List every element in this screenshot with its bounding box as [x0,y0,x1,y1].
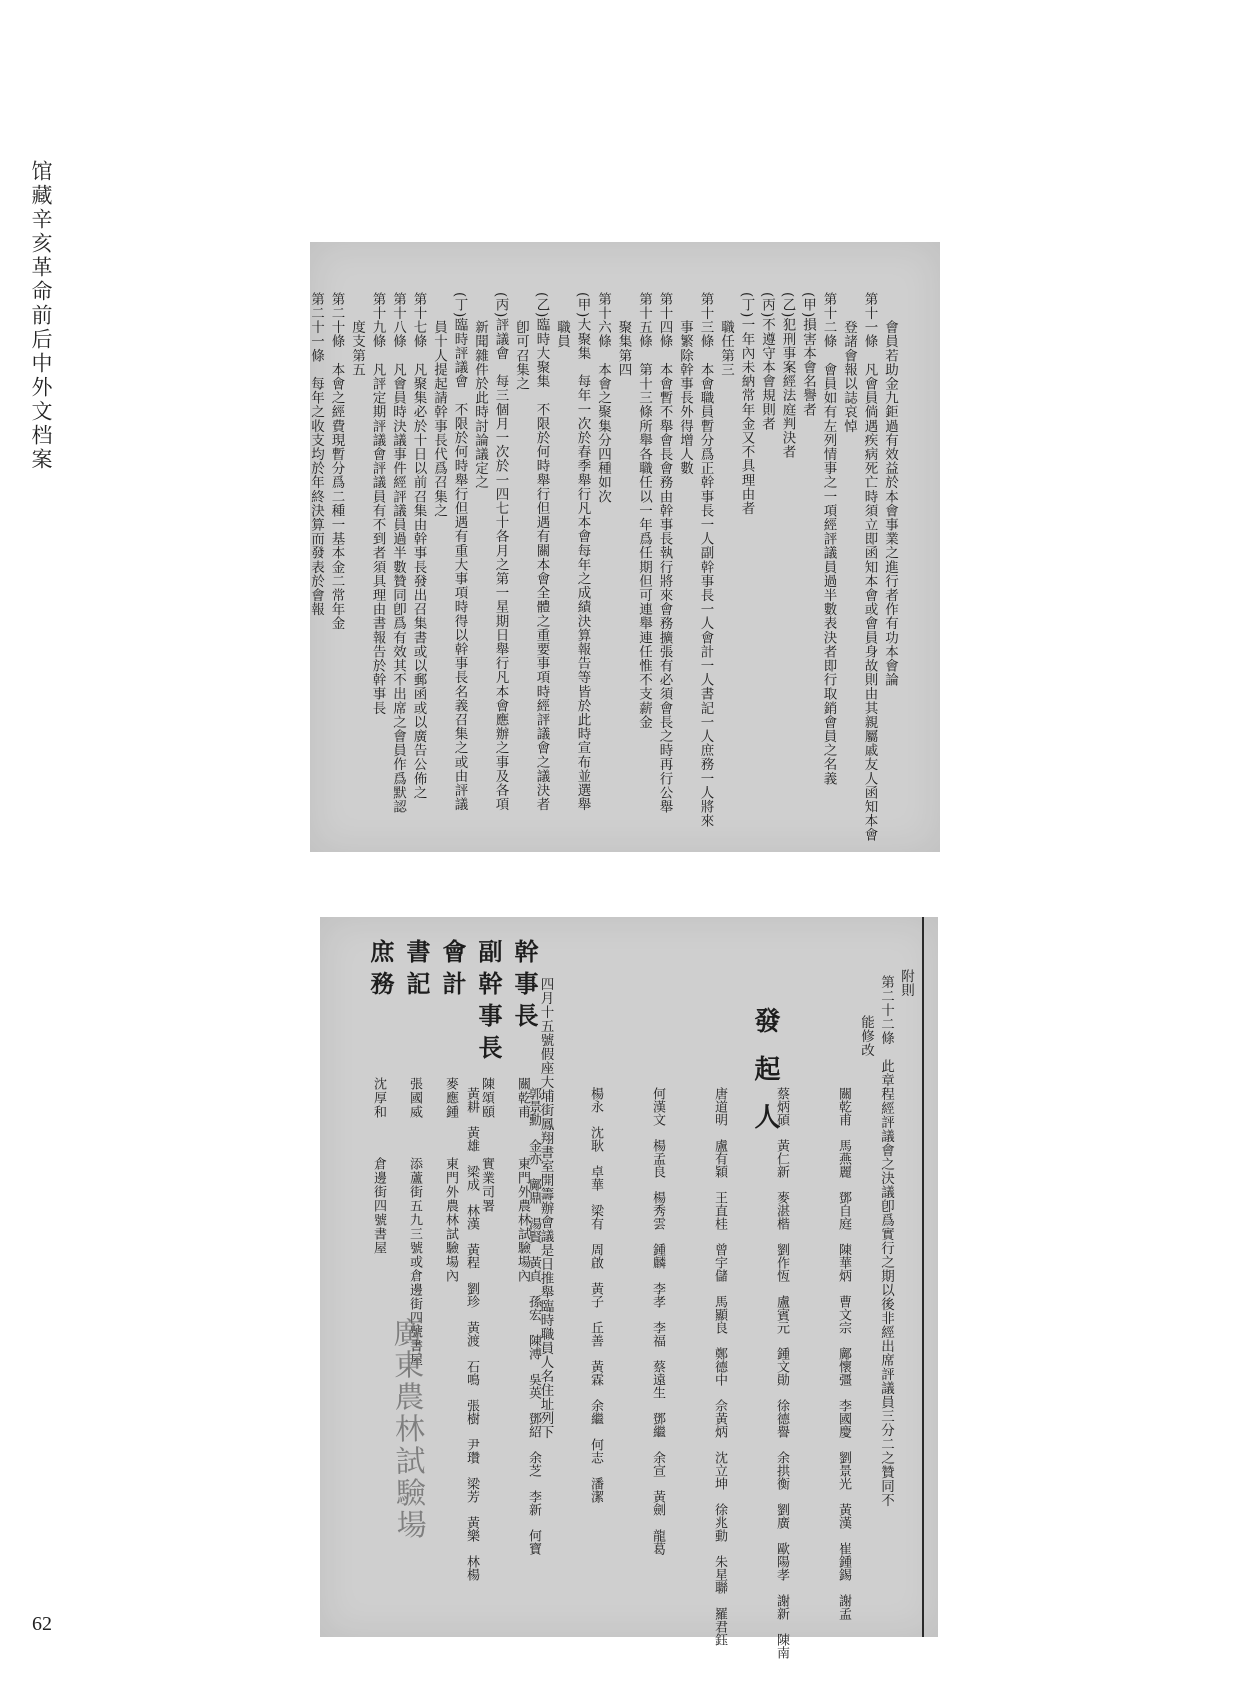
officer-address: 實業司署 [479,1157,494,1213]
article-column: (乙)犯刑事案經法庭判決者 [779,292,796,459]
article-column: 第十七條 凡聚集必於十日以前召集由幹事長發出召集書或以郵函或以廣告公佈之 [410,292,427,800]
article-column: 第二十一條 每年之收支均於年終決算而發表於會報 [308,292,324,617]
officer-name: 關乾甫 [515,1077,530,1119]
article-column: (丙)評議會 每三個月一次於一四七十各月之第一星期日舉行凡本會應辦之事及各項 [492,292,509,812]
officer-title: 庶務 [366,939,395,1003]
article-column: 第十九條 凡評定期評議會評議員有不到者須具理由書報告於幹事長 [369,292,386,715]
article-column: 第十五條 第十三條所舉各職任以一年爲任期但可連舉連任惟不支薪金 [636,292,652,730]
article-column: 第十三條 本會職員暫分爲正幹事長一人副幹事長一人會計一人書記一人庶務一人將來 [697,292,714,828]
founders-names-column: 楊永 沈耿 卓華 梁有 周啟 黃子 丘善 黃霖 余繼 何志 潘潔 [588,1087,603,1503]
article-column: (丁)一年內未納常年金又不具理由者 [738,292,755,516]
article-column: 第十六條 本會之聚集分四種如次 [595,292,611,504]
article-column: (甲)損害本會名譽者 [800,292,816,417]
article-column: 職任第三 [718,292,734,377]
founders-names-column: 郭景勳 金亦 鄺鼎 湯賢 黃貞 孫宏 陳溥 吳英 鄧紹 余芝 李新 何寶 [526,1087,541,1555]
officer-name: 陳頌頤 [479,1077,494,1119]
article-column: (丙)不遵守本會規則者 [759,292,775,431]
article-column: (甲)大聚集 每年一次於春季舉行凡本會每年之成績決算報告等皆於此時宣布並選舉 [574,292,591,812]
article-22-continued: 能修改 [858,987,874,1057]
meeting-note: 四月十五號假座大埔街鳳翔書室開籌辦會議是日推舉臨時職員人名住址列下 [537,977,554,1439]
officer-title: 會計 [438,939,467,1003]
article-column: 事繁除幹事長外得增人數 [677,292,693,476]
founders-names-column: 蔡炳碩 黃仁新 麥湛楷 劉作恆 盧賓元 鍾文勛 徐德譽 余拱衡 劉廣 歐陽孝 謝新 陳南 [774,1087,789,1659]
article-column: 會員若助金九鉅過有效益於本會事業之進行者作有功本會論 [882,292,898,687]
founders-names-column: 何漢文 楊孟良 楊秀雲 鍾麟 李孝 李福 蔡遠生 鄧繼 余宣 黃劍 龍葛 [650,1087,665,1555]
scanned-page-top [310,242,940,852]
article-column: 登諸會報以誌哀悼 [841,292,857,433]
founders-names-column: 關乾甫 馬燕麗 鄧自庭 陳華炳 曹文宗 鄺懷彊 李國慶 劉景光 黃漢 崔鍾錫 謝孟 [836,1087,851,1620]
article-column: 員十人提起請幹事長代爲召集之 [431,292,447,518]
article-column: 第二十條 本會之經費現暫分爲二種一基本金二常年金 [328,292,345,631]
officer-address: 東門外農林試驗場內 [443,1157,458,1283]
officer-title: 幹事長 [510,939,539,1035]
officer-address: 添蘆街五九三號或倉邊街四號書屋 [407,1157,422,1367]
founders-names-column: 黃耕 黃雄 梁成 林漢 黃程 劉珍 黃渡 石鳴 張樹 尹瓚 梁芳 黃樂 林楊 [464,1087,479,1581]
appendix-label: 附則 [898,969,914,997]
article-column: (乙)臨時大聚集 不限於何時舉行但遇有關本會全體之重要事項時經評議會之議決者 [533,292,550,812]
article-column: 第十一條 凡會員倘遇疾病死亡時須立即函知本會或會員身故則由其親屬戚友人函知本會 [861,292,878,842]
official-stamp: 廣東農林試驗場 [387,1316,426,1542]
officer-name: 沈厚和 [371,1077,386,1119]
article-column: 職員 [554,292,570,349]
article-column: 第十四條 本會暫不舉會長會務由幹事長執行將來會務擴張有必須會長之時再行公舉 [656,292,673,814]
page-number: 62 [32,1613,52,1635]
founders-heading: 發起人 [750,1007,780,1151]
article-column: 第十八條 凡會員時決議事件經評議員過半數贊同卽爲有效其不出席之會員作爲默認 [390,292,406,814]
article-column: 度支第五 [349,292,365,377]
article-column: (丁)臨時評議會 不限於何時舉行但遇有重大事項時得以幹事長名義召集之或由評議 [451,292,468,812]
officer-name: 麥應鍾 [443,1077,458,1119]
founders-names-column: 唐道明 盧有穎 王直桂 曾宇儲 馬顯良 鄭德中 佘黃炳 沈立坤 徐兆動 朱星聯 羅君鈺 [712,1087,727,1646]
article-column: 新聞雜件於此時討論議定之 [472,292,488,490]
article-22: 第二十二條 此章程經評議會之決議卽爲實行之期以後非經出席評議員三分二之贊同不 [878,975,894,1507]
officer-name: 張國威 [407,1077,422,1119]
officer-address: 東門外農林試驗場內 [515,1157,530,1283]
article-column: 聚集第四 [615,292,632,377]
scanned-page-bottom [320,917,938,1659]
officer-address: 倉邊街四號書屋 [371,1157,386,1255]
article-column: 第十二條 會員如有左列情事之一項經評議員過半數表決者即行取銷會員之名義 [820,292,837,786]
article-column: 卽可召集之 [513,292,529,391]
officer-title: 副幹事長 [474,939,503,1067]
page-edge-line [922,917,924,1637]
side-title: 馆藏辛亥革命前后中外文档案 [29,160,53,472]
officer-title: 書記 [402,939,431,1003]
